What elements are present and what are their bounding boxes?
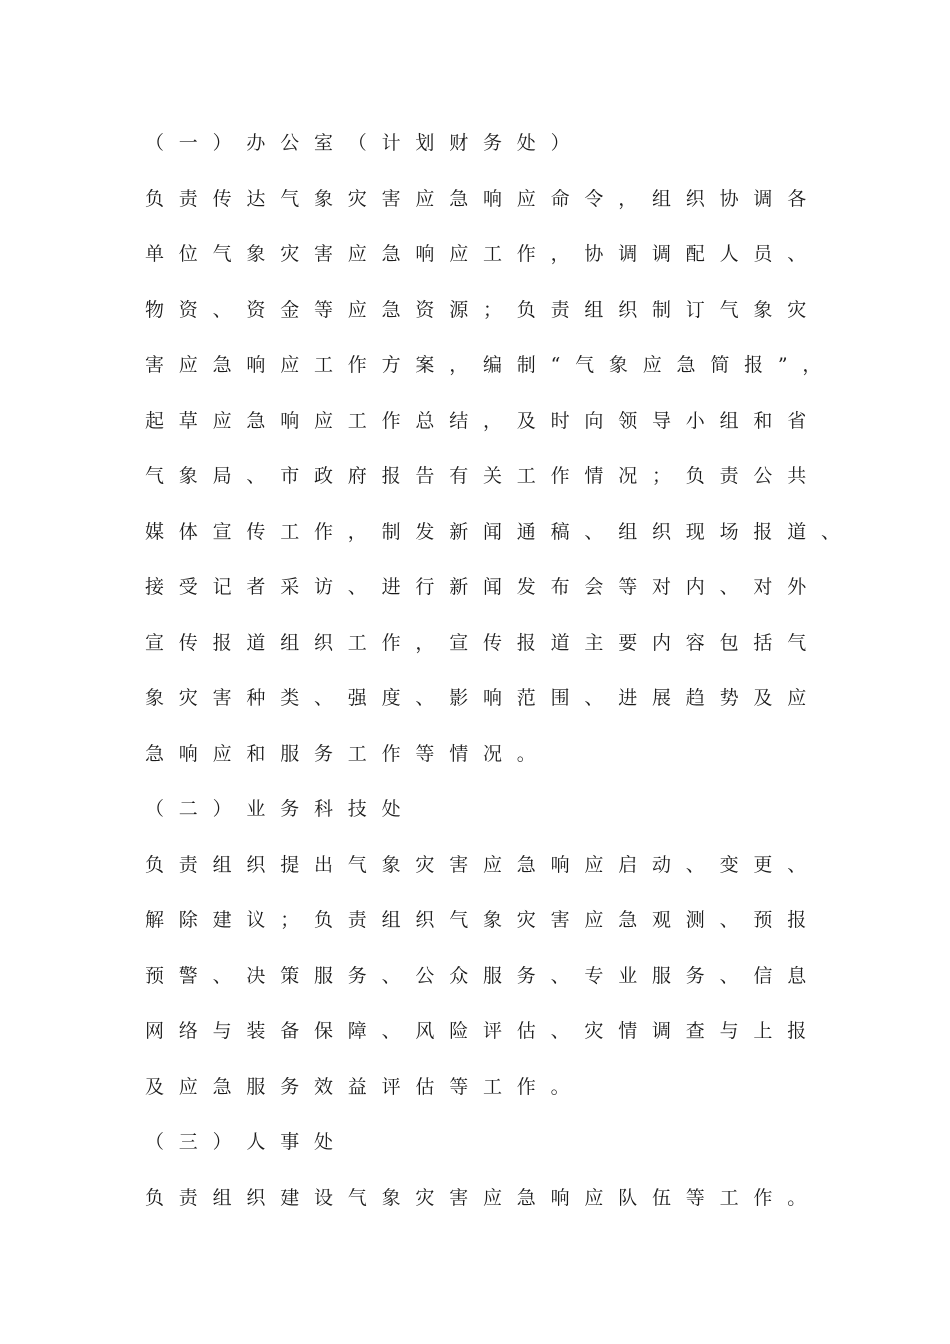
section-heading-office: （一）办公室（计划财务处） (145, 132, 585, 154)
paragraph-line: 起草应急响应工作总结，及时向领导小组和省 (145, 409, 822, 432)
paragraph-line: 预警、决策服务、公众服务、专业服务、信息 (145, 964, 822, 987)
paragraph-line: 害应急响应工作方案，编制“气象应急简报”， (145, 354, 837, 376)
paragraph-line: 象灾害种类、强度、影响范围、进展趋势及应 (145, 687, 822, 709)
document-body (145, 116, 855, 1226)
paragraph-line: 宣传报道组织工作，宣传报道主要内容包括气 (145, 631, 822, 654)
section-heading-personnel: （三）人事处 (145, 1131, 348, 1153)
paragraph-line: 及应急服务效益评估等工作。 (145, 1075, 585, 1098)
paragraph-line: 物资、资金等应急资源；负责组织制订气象灾 (145, 298, 822, 321)
paragraph-line: 单位气象灾害应急响应工作，协调调配人员、 (145, 243, 822, 265)
paragraph-line: 负责组织建设气象灾害应急响应队伍等工作。 (145, 1186, 822, 1209)
paragraph-line: 负责传达气象灾害应急响应命令，组织协调各 (145, 187, 822, 210)
paragraph-line: 解除建议；负责组织气象灾害应急观测、预报 (145, 909, 822, 931)
paragraph-line: 接受记者采访、进行新闻发布会等对内、对外 (145, 576, 822, 598)
paragraph-line: 负责组织提出气象灾害应急响应启动、变更、 (145, 853, 822, 876)
paragraph-line: 媒体宣传工作，制发新闻通稿、组织现场报道、 (145, 520, 855, 543)
paragraph-line: 网络与装备保障、风险评估、灾情调查与上报 (145, 1020, 822, 1042)
paragraph-line: 气象局、市政府报告有关工作情况；负责公共 (145, 465, 822, 487)
paragraph-line: 急响应和服务工作等情况。 (145, 742, 551, 765)
section-heading-science: （二）业务科技处 (145, 798, 416, 820)
